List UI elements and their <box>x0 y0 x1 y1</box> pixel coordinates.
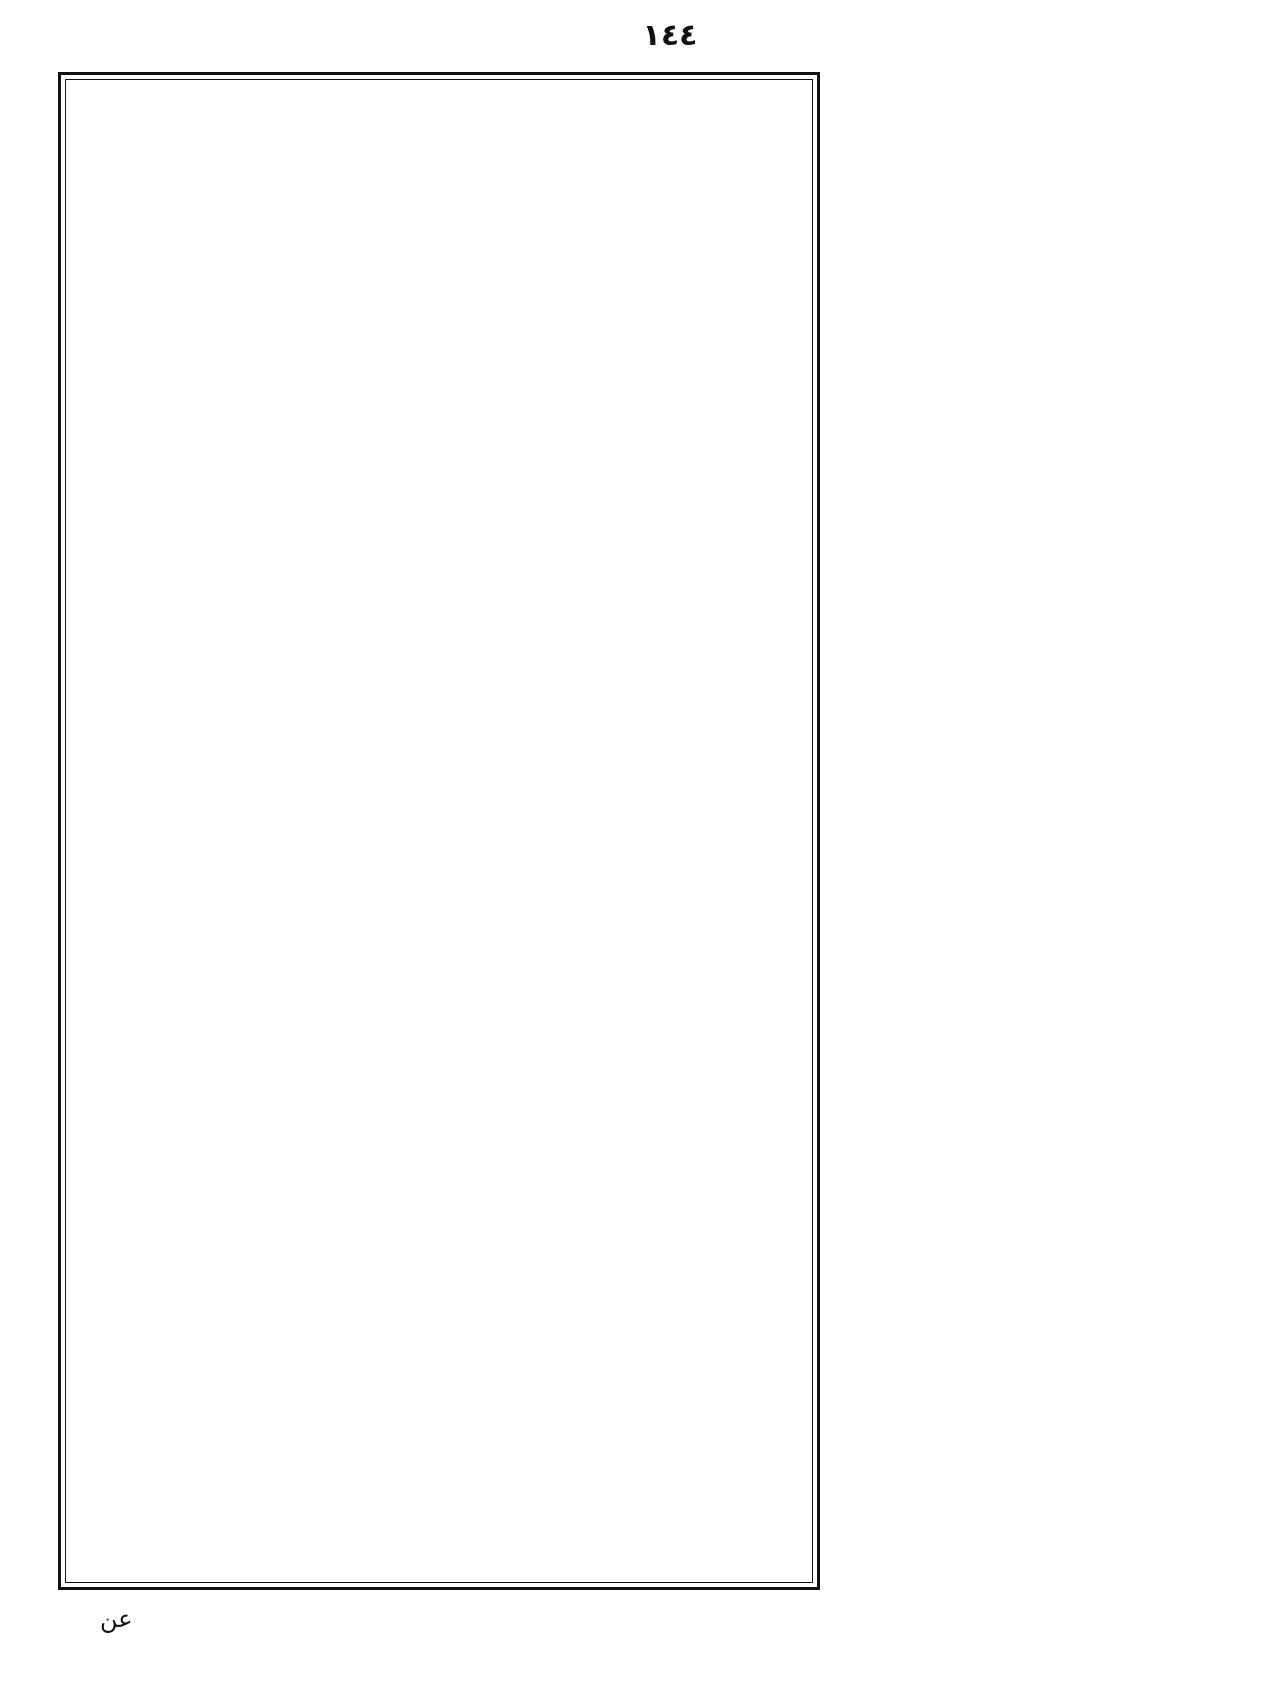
main-commentary-frame <box>58 72 820 1590</box>
catchword: عن <box>100 1605 133 1633</box>
marginal-gloss-column <box>838 72 1248 1532</box>
page-number: ١٤٤ <box>642 18 698 53</box>
main-commentary-border <box>65 79 813 1583</box>
